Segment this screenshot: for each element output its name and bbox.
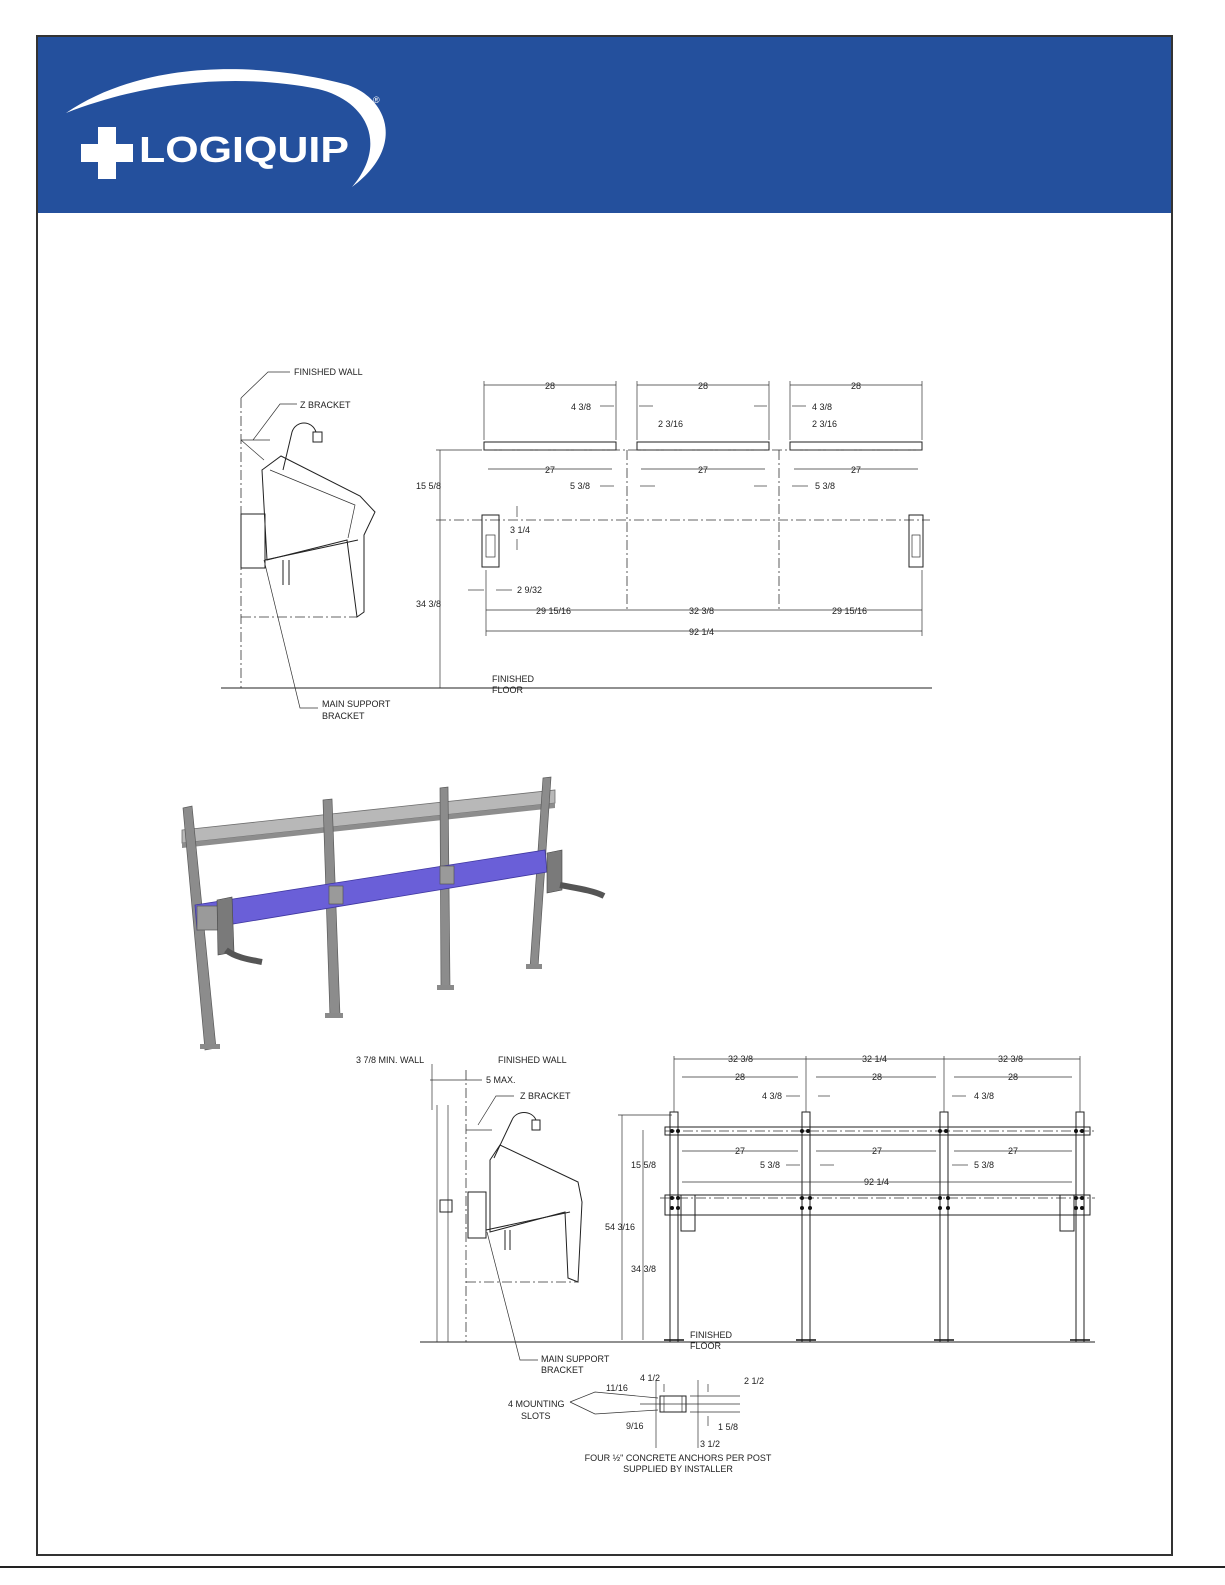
- bottom-drawing: [356, 1054, 1095, 1375]
- dim-bottom-28-b: 28: [872, 1072, 883, 1082]
- dim-bottom-32-3-8-a: 32 3/8: [728, 1054, 754, 1064]
- brand-logo-text: LOGIQUIP: [139, 129, 349, 170]
- label-z-bracket: Z BRACKET: [300, 400, 351, 410]
- dim-bottom-5-3-8-a: 5 3/8: [760, 1160, 781, 1170]
- isometric-frame-render: [182, 777, 604, 1050]
- label-bracket: BRACKET: [322, 711, 365, 721]
- dim-2-3-16-b: 2 3/16: [812, 419, 838, 429]
- dim-29-15-16-a: 29 15/16: [536, 606, 572, 616]
- base-plate-detail: [508, 1373, 772, 1474]
- top-rail: [182, 790, 555, 843]
- label-mounting: 4 MOUNTING: [508, 1399, 565, 1409]
- top-brackets: [482, 450, 923, 637]
- top-vertical-dims: [416, 450, 930, 688]
- dim-bottom-32-3-8-b: 32 3/8: [998, 1054, 1024, 1064]
- dim-2-9-32: 2 9/32: [517, 585, 543, 595]
- dim-bottom-4-3-8-a: 4 3/8: [762, 1091, 783, 1101]
- label-finished-wall: FINISHED WALL: [294, 367, 363, 377]
- dim-28-a: 28: [545, 381, 556, 391]
- dim-4-1-2: 4 1/2: [640, 1373, 661, 1383]
- footer-rule: [0, 1566, 1225, 1568]
- label-floor: FLOOR: [492, 685, 524, 695]
- label-min-wall: 3 7/8 MIN. WALL: [356, 1055, 425, 1065]
- top-rails: [484, 442, 922, 450]
- dim-bottom-28-c: 28: [1008, 1072, 1019, 1082]
- label-supplied-by-installer: SUPPLIED BY INSTALLER: [623, 1464, 733, 1474]
- label-floor-bottom: FLOOR: [690, 1341, 722, 1351]
- dim-2-3-16-a: 2 3/16: [658, 419, 684, 429]
- dim-27-a: 27: [545, 465, 556, 475]
- dim-9-16: 9/16: [626, 1421, 644, 1431]
- label-bracket-bottom: BRACKET: [541, 1365, 584, 1375]
- dim-3-1-2: 3 1/2: [700, 1439, 721, 1449]
- label-5-max: 5 MAX.: [486, 1075, 516, 1085]
- main-support-beam: [195, 850, 547, 930]
- dim-1-5-8: 1 5/8: [718, 1422, 739, 1432]
- dim-27-b: 27: [698, 465, 709, 475]
- dim-bottom-15-5-8: 15 5/8: [631, 1160, 657, 1170]
- dim-bottom-4-3-8-b: 4 3/8: [974, 1091, 995, 1101]
- label-z-bracket-bottom: Z BRACKET: [520, 1091, 571, 1101]
- dim-bottom-27-b: 27: [872, 1146, 883, 1156]
- dim-5-3-8-b: 5 3/8: [815, 481, 836, 491]
- dim-3-1-4: 3 1/4: [510, 525, 531, 535]
- top-horizontal-dims: [484, 381, 922, 491]
- dim-28-b: 28: [698, 381, 709, 391]
- dim-bottom-5-3-8-b: 5 3/8: [974, 1160, 995, 1170]
- dim-27-c: 27: [851, 465, 862, 475]
- dim-11-16: 11/16: [606, 1383, 628, 1393]
- label-concrete-anchors: FOUR ½" CONCRETE ANCHORS PER POST: [584, 1453, 772, 1463]
- dim-15-5-8: 15 5/8: [416, 481, 442, 491]
- dim-5-3-8-a: 5 3/8: [570, 481, 591, 491]
- dim-28-c: 28: [851, 381, 862, 391]
- dim-bottom-34-3-8: 34 3/8: [631, 1264, 657, 1274]
- dim-29-15-16-b: 29 15/16: [832, 606, 868, 616]
- dim-bottom-32-1-4: 32 1/4: [862, 1054, 888, 1064]
- registered-mark: ®: [373, 95, 380, 105]
- dim-34-3-8: 34 3/8: [416, 599, 442, 609]
- label-finished: FINISHED: [492, 674, 535, 684]
- label-finished-bottom: FINISHED: [690, 1330, 733, 1340]
- dim-bottom-28-a: 28: [735, 1072, 746, 1082]
- dim-4-3-8-a: 4 3/8: [571, 402, 592, 412]
- dim-bottom-27-a: 27: [735, 1146, 746, 1156]
- label-slots: SLOTS: [521, 1411, 551, 1421]
- label-main-support: MAIN SUPPORT: [322, 699, 391, 709]
- label-main-support-bottom: MAIN SUPPORT: [541, 1354, 610, 1364]
- dim-bottom-27-c: 27: [1008, 1146, 1019, 1156]
- top-drawing: [221, 367, 932, 721]
- label-finished-wall-bottom: FINISHED WALL: [498, 1055, 567, 1065]
- dim-32-3-8: 32 3/8: [689, 606, 715, 616]
- dim-4-3-8-b: 4 3/8: [812, 402, 833, 412]
- dim-bottom-54-3-16: 54 3/16: [605, 1222, 636, 1232]
- dim-bottom-92-1-4: 92 1/4: [864, 1177, 890, 1187]
- dim-92-1-4: 92 1/4: [689, 627, 715, 637]
- dim-2-1-2: 2 1/2: [744, 1376, 765, 1386]
